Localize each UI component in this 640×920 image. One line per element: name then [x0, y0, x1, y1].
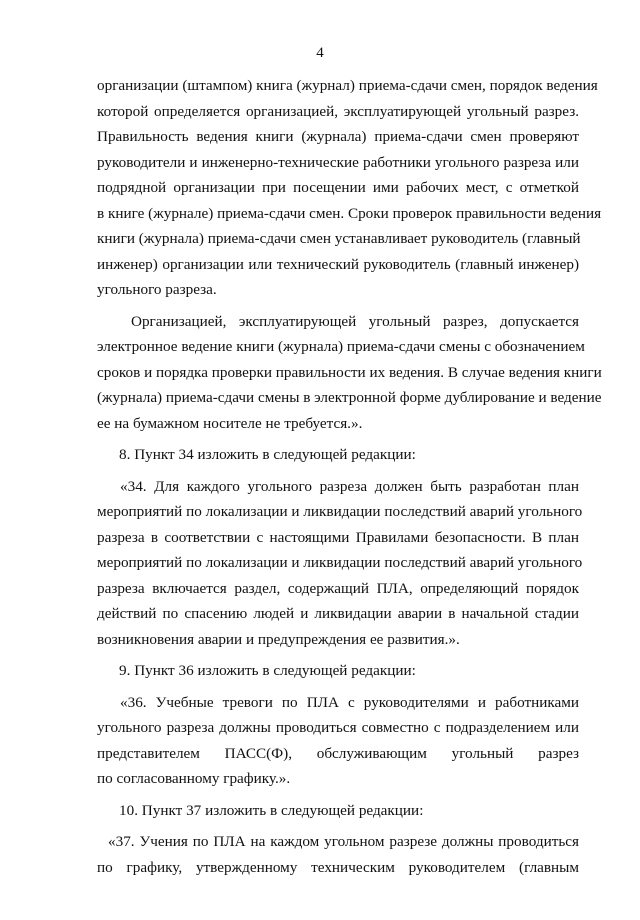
text-line: «34. Для каждого угольного разреза должен быть разработан план — [120, 477, 579, 495]
text-line: 10. Пункт 37 изложить в следующей редакции: — [119, 801, 424, 819]
text-line: «36. Учебные тревоги по ПЛА с руководителями и работниками — [120, 693, 579, 711]
paragraph-clause-34 — [97, 474, 583, 653]
text-line: по согласованному графику.». — [97, 770, 291, 787]
document-body — [97, 73, 602, 880]
page-number: 4 — [316, 45, 324, 61]
text-line: которой определяется организацией, эксплуатирующей угольный разрез. — [97, 102, 579, 120]
text-line: подрядной организации при посещении ими рабочих мест, с отметкой — [97, 179, 579, 196]
text-line: представителем ПАСС(Ф), обслуживающим угольный разрез — [97, 744, 579, 762]
paragraph-item-10 — [97, 798, 579, 824]
text-line: 9. Пункт 36 изложить в следующей редакции: — [119, 662, 416, 679]
text-line: сроков и порядка проверки правильности их ведения. В случае ведения книги — [97, 363, 602, 381]
text-line: организации (штампом) книга (журнал) приема-сдачи смен, порядок ведения — [97, 77, 598, 94]
paragraph-item-8 — [97, 442, 579, 468]
paragraph-item-9 — [97, 658, 579, 684]
text-line: Правильность ведения книги (журнала) приема-сдачи смен проверяют — [97, 128, 579, 145]
text-line: инженер) организации или технический руководитель (главный инженер) — [97, 255, 579, 273]
text-line: разреза в соответствии с настоящими Правилами безопасности. В план — [97, 528, 579, 546]
text-line: (журнала) приема-сдачи смены в электронной форме дублирование и ведение — [97, 389, 602, 406]
text-line: мероприятий по локализации и ликвидации последствий аварий угольного — [97, 554, 583, 571]
paragraph-electronic-log — [97, 309, 602, 437]
text-line: ее на бумажном носителе не требуется.». — [97, 414, 363, 432]
paragraph-clause-36 — [97, 690, 579, 792]
paragraph-shift-log-rules — [97, 73, 602, 303]
text-line: в книге (журнале) приема-сдачи смен. Сроки проверок правильности ведения — [97, 204, 602, 222]
text-line: руководители и инженерно-технические работники угольного разреза или — [97, 153, 579, 171]
text-line: угольного разреза должны проводиться совместно с подразделением или — [97, 719, 579, 736]
text-line: угольного разреза. — [97, 281, 217, 298]
text-line: разреза включается раздел, содержащий ПЛА, определяющий порядок — [97, 579, 579, 597]
text-line: действий по спасению людей и ликвидации аварии в начальной стадии — [97, 605, 579, 622]
text-line: электронное ведение книги (журнала) приема-сдачи смены с обозначением — [97, 338, 585, 355]
text-line: по графику, утвержденному техническим руководителем (главным — [97, 858, 579, 876]
text-line: мероприятий по локализации и ликвидации последствий аварий угольного — [97, 503, 583, 520]
text-line: книги (журнала) приема-сдачи смен устанавливает руководитель (главный — [97, 230, 581, 247]
text-line: «37. Учения по ПЛА на каждом угольном разрезе должны проводиться — [108, 833, 579, 850]
text-line: 8. Пункт 34 изложить в следующей редакции: — [119, 446, 416, 463]
text-line: Организацией, эксплуатирующей угольный разрез, допускается — [131, 312, 579, 330]
text-line: возникновения аварии и предупреждения ее развития.». — [97, 630, 460, 648]
paragraph-clause-37 — [97, 829, 579, 880]
